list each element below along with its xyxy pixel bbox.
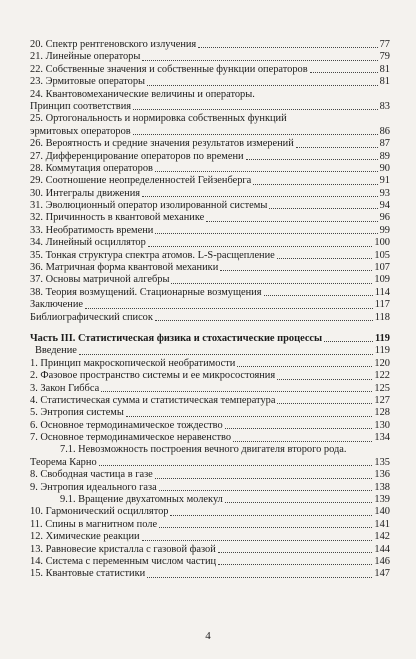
toc-entry — [30, 212, 390, 224]
toc-part-heading — [30, 333, 390, 345]
dot-leader — [218, 564, 372, 565]
toc-entry — [30, 556, 390, 568]
toc-entry-title: 7.1. Невозможность построения вечного двигателя второго рода. — [60, 444, 347, 456]
toc-entry-page: 90 — [379, 162, 390, 174]
toc-entry-page: 122 — [374, 370, 390, 382]
dot-leader — [218, 552, 373, 553]
part-page: 119 — [374, 332, 390, 344]
toc-entry-page: 117 — [374, 299, 390, 311]
toc-entry-title: Библиографический список — [30, 311, 153, 323]
toc-entry-page: 119 — [374, 345, 390, 357]
toc-entry — [30, 568, 390, 580]
toc-entry-page: 120 — [374, 357, 390, 369]
toc-entry-title: 13. Равновесие кристалла с газовой фазой — [30, 543, 216, 555]
toc-entry-title: 22. Собственные значения и собственные функции операторов — [30, 63, 308, 75]
toc-entry — [30, 432, 390, 444]
toc-entry-title: 23. Эрмитовые операторы — [30, 76, 145, 88]
toc-entry-title: 36. Матричная форма квантовой механики — [30, 262, 219, 274]
toc-entry — [30, 519, 390, 531]
toc-entry — [30, 76, 390, 88]
toc-entry-title: 14. Система с переменным числом частиц — [30, 556, 217, 567]
toc-entry-title: 4. Статистическая сумма и статистическая температура — [30, 394, 276, 406]
toc-entry — [30, 225, 390, 237]
toc-entry-title: 3. Закон Гиббса — [30, 382, 100, 394]
toc-entry-page: 89 — [379, 150, 390, 162]
toc-entry-title: 32. Причинность в квантовой механике — [30, 212, 205, 224]
dot-leader — [133, 134, 378, 135]
toc-entry-title: 26. Вероятность и средние значения результатов измерений — [30, 138, 294, 150]
toc-entry-page: 107 — [374, 262, 390, 274]
dot-leader — [155, 171, 378, 172]
toc-entry-page: 135 — [374, 456, 390, 468]
dot-leader — [198, 47, 377, 48]
toc-entry — [30, 39, 390, 51]
toc-entry-page: 94 — [379, 200, 390, 212]
toc-entry — [30, 163, 390, 175]
toc-entry-page: 109 — [374, 274, 390, 286]
toc-entry — [30, 370, 390, 382]
dot-leader — [296, 147, 378, 148]
toc-entry-title: Введение — [35, 345, 77, 357]
toc-entry-page: 128 — [374, 407, 390, 419]
toc-entry — [30, 531, 390, 543]
toc-entry-page: 138 — [374, 481, 390, 493]
dot-leader — [206, 221, 377, 222]
toc-entry-page: 86 — [379, 125, 390, 137]
toc-entry — [30, 345, 390, 357]
dot-leader — [155, 233, 377, 234]
toc-entry — [30, 274, 390, 286]
toc-entry — [30, 188, 390, 200]
dot-leader — [277, 403, 372, 404]
toc-entry — [30, 262, 390, 274]
dot-leader — [246, 159, 378, 160]
toc-entry-title: 33. Необратимость времени — [30, 224, 154, 236]
toc-entry — [30, 420, 390, 432]
toc-entry-title: 12. Химические реакции — [30, 531, 140, 543]
toc-entry-page: 134 — [374, 432, 390, 444]
toc-entry — [30, 544, 390, 556]
toc-entry-page: 127 — [374, 394, 390, 406]
toc-entry — [30, 175, 390, 187]
toc-entry-title: 37. Основы матричной алгебры — [30, 274, 170, 286]
toc-entry — [30, 287, 390, 299]
dot-leader — [220, 270, 372, 271]
toc-entry-page: 141 — [374, 518, 390, 530]
toc-entry-page: 118 — [374, 311, 390, 323]
toc-entry-title: 25. Ортогональность и нормировка собственных функций — [30, 113, 287, 125]
toc-entry-title: 8. Свободная частица в газе — [30, 469, 153, 481]
toc-entry — [30, 457, 390, 469]
dot-leader — [237, 366, 372, 367]
toc-entry-title: 7. Основное термодинамическое неравенство — [30, 432, 232, 444]
toc-entry-page: 77 — [379, 38, 390, 50]
toc-entry-page: 130 — [374, 419, 390, 431]
toc-entry-title: 38. Теория возмущений. Стационарные возмущения — [30, 286, 262, 298]
toc-entry — [30, 506, 390, 518]
dot-leader — [269, 208, 377, 209]
toc-entry — [30, 151, 390, 163]
dot-leader — [85, 308, 373, 309]
dot-leader — [225, 428, 373, 429]
toc-entry-title: 28. Коммутация операторов — [30, 162, 153, 174]
dot-leader — [233, 441, 372, 442]
toc-entry — [30, 51, 390, 63]
toc-entry-title: 6. Основное термодинамическое тождество — [30, 419, 223, 431]
toc-entry — [30, 312, 390, 324]
toc-entry-page: 105 — [374, 249, 390, 261]
toc-entry-title: 27. Дифференцирование операторов по времени — [30, 150, 244, 162]
toc-entry — [30, 445, 390, 457]
dot-leader — [225, 502, 373, 503]
toc-entry-page: 93 — [379, 187, 390, 199]
toc-entry-title: 5. Энтропия системы — [30, 407, 124, 419]
toc-entry — [30, 250, 390, 262]
dot-leader — [277, 379, 372, 380]
toc-entry — [30, 113, 390, 125]
dot-leader — [310, 72, 378, 73]
toc-entry-page: 79 — [379, 51, 390, 63]
toc-entry-title: 10. Гармонический осциллятор — [30, 506, 169, 518]
dot-leader — [126, 416, 373, 417]
dot-leader — [142, 196, 378, 197]
dot-leader — [79, 354, 373, 355]
dot-leader — [264, 295, 373, 296]
toc-entry-title: 1. Принцип макроскопической необратимости — [30, 357, 236, 369]
toc-entry-page: 125 — [374, 382, 390, 394]
toc-entry-title: Принцип соответствия — [30, 100, 132, 112]
toc-entry — [30, 200, 390, 212]
dot-leader — [147, 577, 372, 578]
dot-leader — [155, 478, 373, 479]
toc-entry-title: эрмитовых операторов — [30, 125, 131, 137]
dot-leader — [133, 109, 378, 110]
toc-entry-page: 136 — [374, 469, 390, 481]
dot-leader — [324, 341, 373, 342]
dot-leader — [159, 490, 373, 491]
toc-entry-page: 100 — [374, 237, 390, 249]
toc-entry-page: 114 — [374, 286, 390, 298]
toc-entry-page: 147 — [374, 568, 390, 580]
toc-entry-title: 29. Соотношение неопределенностей Гейзенберга — [30, 175, 252, 187]
dot-leader — [99, 465, 373, 466]
toc-entry — [30, 395, 390, 407]
page-number: 4 — [205, 630, 211, 642]
toc-entry — [30, 358, 390, 370]
dot-leader — [142, 60, 377, 61]
toc-entry-page: 144 — [374, 543, 390, 555]
toc-entry — [30, 126, 390, 138]
toc-entry-page: 83 — [379, 100, 390, 112]
toc-entry-page: 87 — [379, 138, 390, 150]
dot-leader — [253, 184, 377, 185]
toc-entry — [30, 64, 390, 76]
toc-entry — [30, 494, 390, 506]
toc-entry-title: Теорема Карно — [30, 456, 97, 468]
dot-leader — [155, 320, 373, 321]
toc-entry — [30, 383, 390, 395]
toc-entry-title: 2. Фазовое пространство системы и ее микросостояния — [30, 370, 276, 382]
toc-entry-page: 81 — [379, 63, 390, 75]
toc-entry-page: 99 — [379, 224, 390, 236]
toc-entry-page: 96 — [379, 212, 390, 224]
toc-entry-page: 139 — [374, 494, 390, 506]
toc-entry-title: 15. Квантовые статистики — [30, 568, 146, 580]
dot-leader — [159, 527, 372, 528]
dot-leader — [101, 391, 372, 392]
toc-entry-title: 9.1. Вращение двухатомных молекул — [60, 494, 223, 506]
toc-entry-title: 9. Энтропия идеального газа — [30, 481, 157, 493]
dot-leader — [148, 246, 373, 247]
dot-leader — [277, 258, 373, 259]
dot-leader — [170, 515, 372, 516]
toc-entry — [30, 89, 390, 101]
table-of-contents — [30, 39, 390, 581]
toc-entry-title: 30. Интегралы движения — [30, 187, 141, 199]
toc-entry-title: 24. Квантовомеханические величины и операторы. — [30, 88, 255, 100]
toc-entry — [30, 237, 390, 249]
dot-leader — [147, 85, 378, 86]
toc-entry-title: Заключение — [30, 299, 83, 311]
toc-entry-page: 81 — [379, 76, 390, 88]
toc-entry — [30, 138, 390, 150]
toc-entry-page: 146 — [374, 556, 390, 567]
toc-entry — [30, 469, 390, 481]
part-title: Часть III. Статистическая физика и стохастические процессы — [30, 332, 323, 344]
dot-leader — [171, 283, 372, 284]
toc-entry-page: 91 — [379, 175, 390, 187]
toc-entry-title: 11. Спины в магнитном поле — [30, 518, 158, 530]
toc-entry-title: 35. Тонкая структура спектра атомов. L-S-расщепление — [30, 249, 275, 261]
dot-leader — [142, 540, 373, 541]
toc-entry-page: 140 — [374, 506, 390, 518]
toc-entry — [30, 299, 390, 311]
toc-entry — [30, 482, 390, 494]
toc-entry-title: 31. Эволюционный оператор изолированной системы — [30, 200, 268, 212]
toc-entry-title: 34. Линейный осциллятор — [30, 237, 146, 249]
toc-entry-title: 20. Спектр рентгеновского излучения — [30, 38, 197, 50]
toc-entry-page: 142 — [374, 531, 390, 543]
toc-entry-title: 21. Линейные операторы — [30, 51, 141, 63]
toc-entry — [30, 101, 390, 113]
toc-entry — [30, 407, 390, 419]
